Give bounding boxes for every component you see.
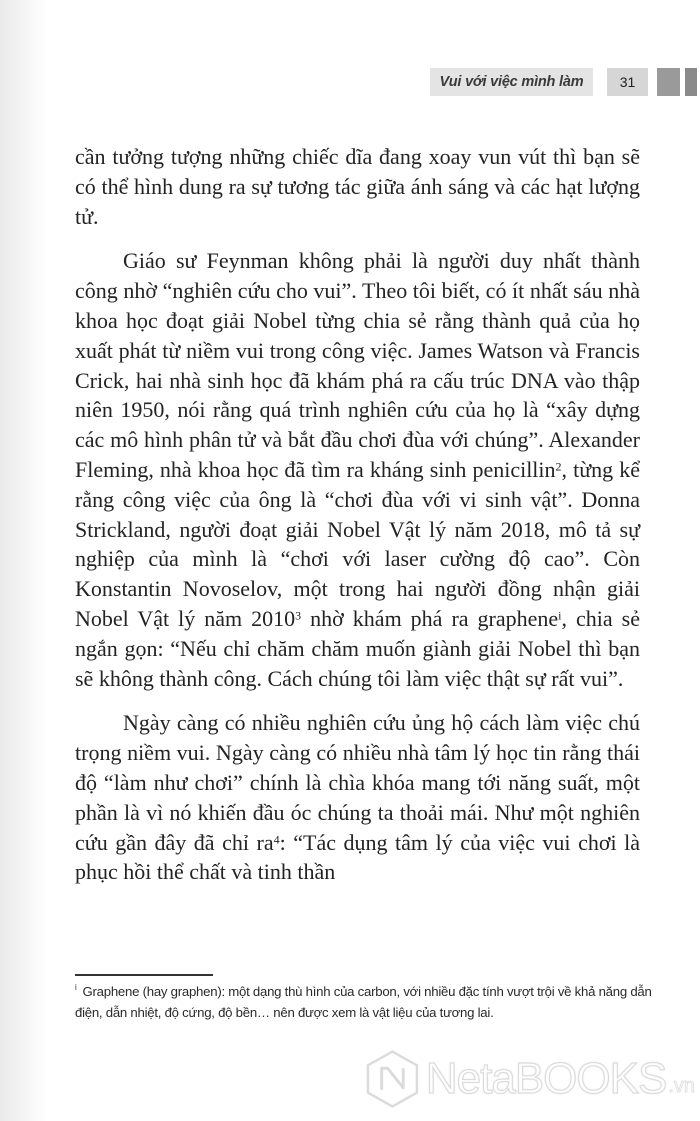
footnote-marker: i (75, 983, 77, 993)
paragraph-text: Giáo sư Feynman không phải là người duy nhất thành công nhờ “nghiên cứu cho vui”. Theo tôi biết, có ít nhất sáu nhà khoa học đoạt giải Nobel từng chia sẻ rằng thành quả của họ xuất phát từ niềm vui trong công việc. James Watson và Francis Crick, hai nhà sinh học đã khám phá ra cấu trúc DNA vào thập niên 1950, nói rằng quá trình nghiên cứu của họ là “xây dựng các mô hình phân tử và bắt đầu chơi đùa với chúng”. Alexander Fleming, nhà khoa học đã tìm ra kháng sinh penicillin (75, 248, 640, 482)
watermark (365, 1046, 695, 1112)
endnote-ref[interactable]: 4 (273, 831, 280, 846)
paragraph-text: , chia sẻ ngắn gọn: “Nếu chỉ chăm chăm muốn giành giải Nobel thì bạn sẽ không thành công. Cách chúng tôi làm việc thật sự rất vui”. (75, 605, 640, 691)
endnote-ref[interactable]: 3 (295, 608, 302, 623)
hexagon-n-logo-icon (365, 1048, 420, 1110)
paragraph (75, 246, 640, 693)
page-number: 31 (607, 68, 648, 96)
paragraph-text: : “Tác dụng tâm lý của việc vui chơi là phục hồi thể chất và tinh thần (75, 829, 640, 885)
watermark-suffix: .vn (668, 1074, 695, 1097)
footnote (75, 981, 675, 1023)
chapter-tab-marker-edge (685, 68, 697, 96)
page-gutter-shadow (0, 0, 48, 1121)
paragraph-text: Ngày càng có nhiều nghiên cứu ủng hộ cách làm việc chú trọng niềm vui. Ngày càng có nhiều nhà tâm lý học tin rằng thái độ “làm như chơi” chính là chìa khóa mang tới năng suất, một phần là vì nó khiến đầu óc chúng ta thoải mái. Như một nghiên cứu gần đây đã chỉ ra (75, 710, 640, 855)
running-head-title: Vui với việc mình làm (430, 68, 593, 96)
chapter-tab-marker (657, 68, 680, 96)
watermark-brand: NetaBOOKS (425, 1054, 667, 1103)
footnote-text: Graphene (hay graphen): một dạng thù hình của carbon, với nhiều đặc tính vượt trội về khả năng dẫn điện, dẫn nhiệt, độ cứng, độ bền… nên được xem là vật liệu của tương lai. (75, 984, 652, 1020)
paragraph-text: cần tưởng tượng những chiếc dĩa đang xoay vun vút thì bạn sẽ có thể hình dung ra sự tương tác giữa ánh sáng và các hạt lượng tử. (75, 144, 640, 229)
paragraph (75, 708, 640, 887)
footnote-ref[interactable]: i (558, 608, 562, 623)
footnote-separator (75, 974, 213, 976)
body-text (75, 142, 640, 902)
paragraph-text: , từng kể rằng công việc của ông là “chơi đùa với vi sinh vật”. Donna Strickland, người đoạt giải Nobel Vật lý năm 2018, mô tả sự nghiệp của mình là “chơi với laser cường độ cao”. Còn Konstantin Novoselov, một trong hai người đồng nhận giải Nobel Vật lý năm 2010 (75, 456, 640, 631)
paragraph-text: nhờ khám phá ra graphene (301, 605, 559, 631)
paragraph-continued (75, 142, 640, 231)
endnote-ref[interactable]: 2 (555, 459, 562, 474)
